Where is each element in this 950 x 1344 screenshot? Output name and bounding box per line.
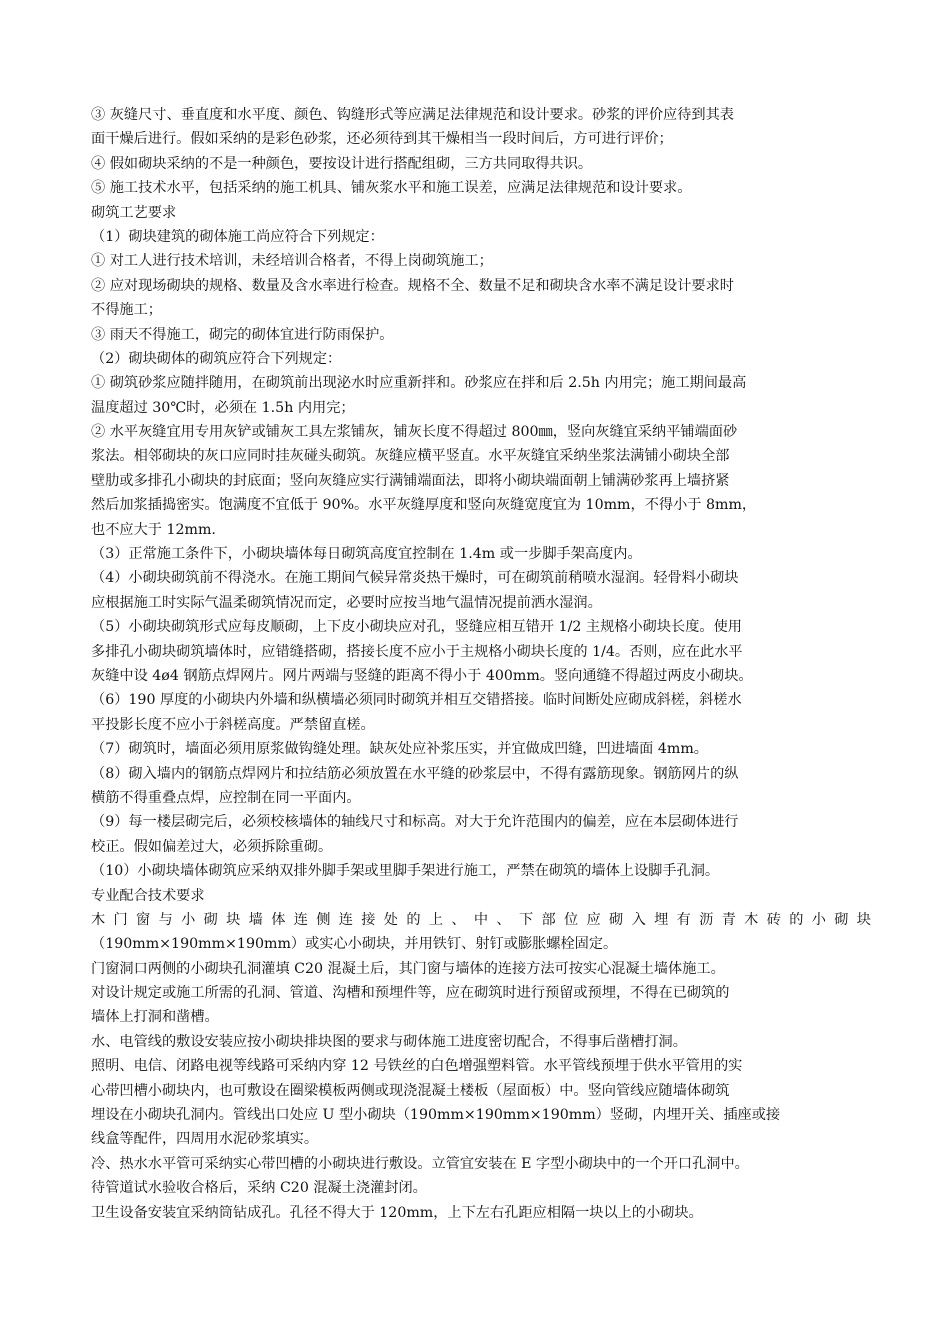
- text-line: ⑤ 施工技术水平，包括采纳的施工机具、铺灰浆水平和施工误差，应满足法律规范和设计要求。: [91, 180, 692, 197]
- text-line: 冷、热水水平管可采纳实心带凹槽的小砌块进行敷设。立管宜安装在 E 字型小砌块中的一个开口孔洞中。: [91, 1155, 749, 1172]
- text-line: 温度超过 30℃时，必须在 1.5h 内用完；: [91, 399, 355, 416]
- text-line: 心带凹槽小砌块内，也可敷设在圈梁模板两侧或现浇混凝土楼板（屋面板）中。竖向管线应随墙体砌筑: [91, 1082, 730, 1099]
- text-line: （5）小砌块砌筑形式应每皮顺砌，上下皮小砌块应对孔，竖缝应相互错开 1/2 主规格小砌块长度。使用: [91, 619, 742, 636]
- text-line: 水、电管线的敷设安装应按小砌块排块图的要求与砌体施工进度密切配合，不得事后凿槽打洞。: [91, 1033, 687, 1050]
- text-line: 卫生设备安装宜采纳筒钻成孔。孔径不得大于 120mm，上下左右孔距应相隔一块以上的小砌块。: [91, 1204, 703, 1221]
- text-line: （9）每一楼层砌完后，必须校核墙体的轴线尺寸和标高。对大于允许范围内的偏差，应在本层砌体进行: [91, 814, 739, 831]
- text-line: 砌筑工艺要求: [91, 204, 177, 221]
- text-line: （2）砌块砌体的砌筑应符合下列规定：: [91, 350, 342, 367]
- text-line: 专业配合技术要求: [91, 887, 205, 904]
- text-line: （8）砌入墙内的钢筋点焊网片和拉结筋必须放置在水平缝的砂浆层中，不得有露筋现象。钢筋网片的纵: [91, 765, 739, 782]
- document-body: [91, 103, 871, 1225]
- text-line: ③ 雨天不得施工，砌完的砌体宜进行防雨保护。: [91, 326, 394, 343]
- text-line: 对设计规定或施工所需的孔洞、管道、沟槽和预埋件等，应在砌筑时进行预留或预埋，不得在已砌筑的: [91, 985, 730, 1002]
- text-line: （7）砌筑时，墙面必须用原浆做钩缝处理。缺灰处应补浆压实，并宜做成凹缝，凹进墙面 4mm。: [91, 741, 708, 758]
- text-line: 灰缝中设 4ø4 钢筋点焊网片。网片两端与竖缝的距离不得小于 400mm。竖向通缝不得超过两皮小砌块。: [91, 667, 753, 684]
- text-line: ② 水平灰缝宜用专用灰铲或铺灰工具左浆铺灰，铺灰长度不得超过 800㎜，竖向灰缝宜采纳平铺端面砂: [91, 424, 738, 441]
- text-line: 不得施工；: [91, 302, 162, 319]
- text-line: 照明、电信、闭路电视等线路可采纳内穿 12 号铁丝的白色增强塑料管。水平管线预埋于供水平管用的实: [91, 1058, 743, 1075]
- text-line: 平投影长度不应小于斜槎高度。严禁留直槎。: [91, 716, 375, 733]
- text-line: ④ 假如砌块采纳的不是一种颜色，要按设计进行搭配组砌，三方共同取得共识。: [91, 155, 593, 172]
- text-line: 面干燥后进行。假如采纳的是彩色砂浆，还必须待到其干燥相当一段时间后，方可进行评价；: [91, 131, 673, 148]
- text-line: 校正。假如偏差过大，必须拆除重砌。: [91, 838, 333, 855]
- text-line: 多排孔小砌块砌筑墙体时，应错缝搭砌，搭接长度不应小于主规格小砌块长度的 1/4。否则，应在此水平: [91, 643, 743, 660]
- text-line: （3）正常施工条件下，小砌块墙体每日砌筑高度宜控制在 1.4m 或一步脚手架高度内。: [91, 546, 642, 563]
- text-line: （190mm×190mm×190mm）或实心小砌块，并用铁钉、射钉或膨胀螺栓固定。: [91, 936, 618, 953]
- text-line: 壁肋或多排孔小砌块的封底面；竖向灰缝应实行满铺端面法，即将小砌块端面朝上铺满砂浆再上墙挤紧: [91, 472, 730, 489]
- text-line: 埋设在小砌块孔洞内。管线出口处应 U 型小砌块（190mm×190mm×190mm）竖砌，内埋开关、插座或接: [91, 1107, 781, 1124]
- text-line: 线盒等配件，四周用水泥砂浆填实。: [91, 1131, 319, 1148]
- text-line: 横筋不得重叠点焊，应控制在同一平面内。: [91, 789, 361, 806]
- text-line: （1）砌块建筑的砌体施工尚应符合下列规定：: [91, 228, 384, 245]
- text-line: 也不应大于 12mm.: [91, 521, 216, 538]
- text-line: 木门窗与小砌块墙体连侧连接处的上、中、下部位应砌入埋有沥青木砖的小砌块: [91, 911, 871, 928]
- text-line: 应根据施工时实际气温柔砌筑情况而定，必要时应按当地气温情况提前洒水湿润。: [91, 594, 602, 611]
- text-line: （4）小砌块砌筑前不得浇水。在施工期间气候异常炎热干燥时，可在砌筑前稍喷水湿润。轻骨料小砌块: [91, 570, 739, 587]
- text-line: 墙体上打洞和凿槽。: [91, 1009, 219, 1026]
- text-line: 门窗洞口两侧的小砌块孔洞灌填 C20 混凝土后，其门窗与墙体的连接方法可按实心混凝土墙体施工。: [91, 960, 725, 977]
- text-line: ① 对工人进行技术培训，未经培训合格者，不得上岗砌筑施工；: [91, 253, 493, 270]
- text-line: （10）小砌块墙体砌筑应采纳双排外脚手架或里脚手架进行施工，严禁在砌筑的墙体上设脚手孔洞。: [91, 863, 720, 880]
- text-line: 待管道试水验收合格后，采纳 C20 混凝土浇灌封闭。: [91, 1180, 427, 1197]
- text-line: ② 应对现场砌块的规格、数量及含水率进行检查。规格不全、数量不足和砌块含水率不满足设计要求时: [91, 277, 734, 294]
- text-line: 浆法。相邻砌块的灰口应同时挂灰碰头砌筑。灰缝应横平竖直。水平灰缝宜采纳坐浆法满铺小砌块全部: [91, 448, 730, 465]
- text-line: （6）190 厚度的小砌块内外墙和纵横墙必须同时砌筑并相互交错搭接。临时间断处应砌成斜槎，斜槎水: [91, 692, 742, 709]
- text-line: ③ 灰缝尺寸、垂直度和水平度、颜色、钩缝形式等应满足法律规范和设计要求。砂浆的评价应待到其表: [91, 107, 734, 123]
- text-line: ① 砌筑砂浆应随拌随用，在砌筑前出现泌水时应重新拌和。砂浆应在拌和后 2.5h 内用完；施工期间最高: [91, 375, 747, 392]
- text-line: 然后加浆插捣密实。饱满度不宜低于 90%。水平灰缝厚度和竖向灰缝宽度宜为 10mm，不得小于 8mm，: [91, 497, 757, 514]
